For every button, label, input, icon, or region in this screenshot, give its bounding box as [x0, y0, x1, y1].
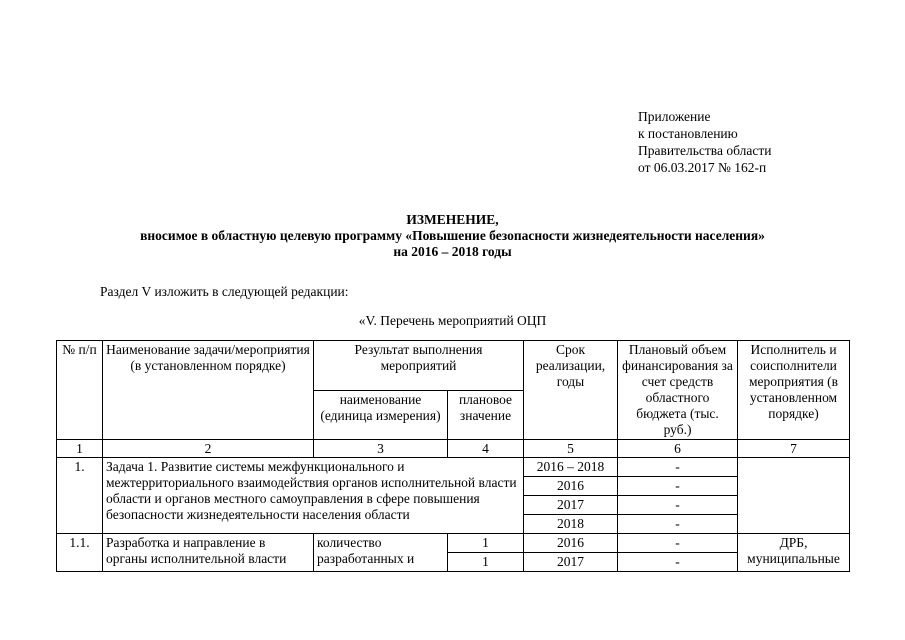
- header-executor: Исполнитель и соисполнители мероприятия (в установленном порядке): [738, 341, 850, 440]
- task-executor: [738, 458, 850, 534]
- header-name: Наименование задачи/мероприятия (в установленном порядке): [103, 341, 314, 440]
- header-funding: Плановый объем финансирования за счет средств областного бюджета (тыс. руб.): [618, 341, 738, 440]
- item-executor: ДРБ, муниципальные: [738, 534, 850, 572]
- column-number: 2: [103, 440, 314, 458]
- item-name: Разработка и направление в органы исполнительной власти: [103, 534, 314, 572]
- column-number: 1: [57, 440, 103, 458]
- header-result-name: наименование (единица измерения): [314, 390, 448, 440]
- task-funding: -: [618, 496, 738, 515]
- title-line-2: вносимое в областную целевую программу «Повышение безопасности жизнедеятельности населения»: [140, 228, 765, 243]
- item-num: 1.1.: [57, 534, 103, 572]
- column-number: 5: [524, 440, 618, 458]
- column-number: 7: [738, 440, 850, 458]
- task-name: Задача 1. Развитие системы межфункционального и межтерриториального взаимодействия органов исполнительной власти области и органов местного самоуправления в сфере повышения безопасности жизнедеятельности населения области: [103, 458, 524, 534]
- title-heading: ИЗМЕНЕНИЕ,: [406, 212, 499, 227]
- table-row: [57, 534, 850, 553]
- header-num: № п/п: [57, 341, 103, 440]
- column-number: 6: [618, 440, 738, 458]
- table-header-row: [57, 341, 850, 391]
- appendix-line: к постановлению: [638, 126, 738, 141]
- appendix-line: Приложение: [638, 109, 711, 124]
- intro-paragraph: Раздел V изложить в следующей редакции:: [100, 284, 349, 299]
- column-number: 3: [314, 440, 448, 458]
- task-funding: -: [618, 515, 738, 534]
- task-year: 2017: [524, 496, 618, 515]
- appendix-block: [638, 108, 771, 176]
- column-number: 4: [448, 440, 524, 458]
- measures-table: [56, 340, 850, 572]
- task-year: 2016 – 2018: [524, 458, 618, 477]
- item-year: 2017: [524, 553, 618, 572]
- header-result-value: плановое значение: [448, 390, 524, 440]
- task-funding: -: [618, 458, 738, 477]
- section-title: «V. Перечень мероприятий ОЦП: [358, 313, 547, 328]
- task-year: 2018: [524, 515, 618, 534]
- table-row: [57, 458, 850, 477]
- item-result-name: количество разработанных и: [314, 534, 448, 572]
- task-year: 2016: [524, 477, 618, 496]
- item-year: 2016: [524, 534, 618, 553]
- task-num: 1.: [57, 458, 103, 534]
- title-line-3: на 2016 – 2018 годы: [393, 244, 512, 259]
- appendix-line: Правительства области: [638, 143, 772, 158]
- header-term: Срок реализации, годы: [524, 341, 618, 440]
- document-title: [0, 212, 905, 260]
- item-result-value: 1: [448, 534, 524, 553]
- column-number-row: [57, 440, 850, 458]
- item-funding: -: [618, 534, 738, 553]
- item-funding: -: [618, 553, 738, 572]
- task-funding: -: [618, 477, 738, 496]
- appendix-line: от 06.03.2017 № 162-п: [638, 160, 767, 175]
- header-result: Результат выполнения мероприятий: [314, 341, 524, 391]
- item-result-value: 1: [448, 553, 524, 572]
